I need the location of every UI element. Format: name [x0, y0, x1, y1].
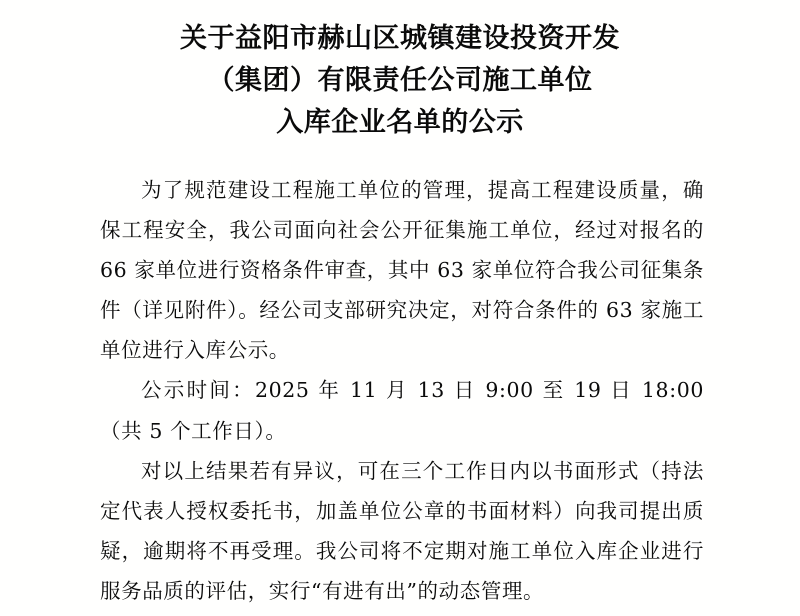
- page-title-line-1: 关于益阳市赫山区城镇建设投资开发: [180, 23, 620, 54]
- page-title-line-3: 入库企业名单的公示: [276, 106, 524, 138]
- page-title-line-2: （集团）有限责任公司施工单位: [207, 64, 593, 96]
- paragraph-objection: 对以上结果若有异议，可在三个工作日内以书面形式（持法定代表人授权委托书，加盖单位公章的书面材料）向我司提出质疑，逾期将不再受理。我公司将不定期对施工单位入库企业进行服务品质的评估，实行“有进有出”的动态管理。: [100, 458, 704, 604]
- document-body: [0, 170, 800, 612]
- page-title: [0, 0, 800, 144]
- paragraph-publicity-period: 公示时间：2025 年 11 月 13 日 9:00 至 19 日 18:00（共 5 个工作日）。: [100, 378, 704, 443]
- paragraph-background: 为了规范建设工程施工单位的管理，提高工程建设质量，确保工程安全，我公司面向社会公开征集施工单位，经过对报名的 66 家单位进行资格条件审查，其中 63 家单位符合我公司征集条件（详见附件）。经公司支部研究决定，对符合条件的 63 家施工单位进行入库公示。: [100, 177, 704, 363]
